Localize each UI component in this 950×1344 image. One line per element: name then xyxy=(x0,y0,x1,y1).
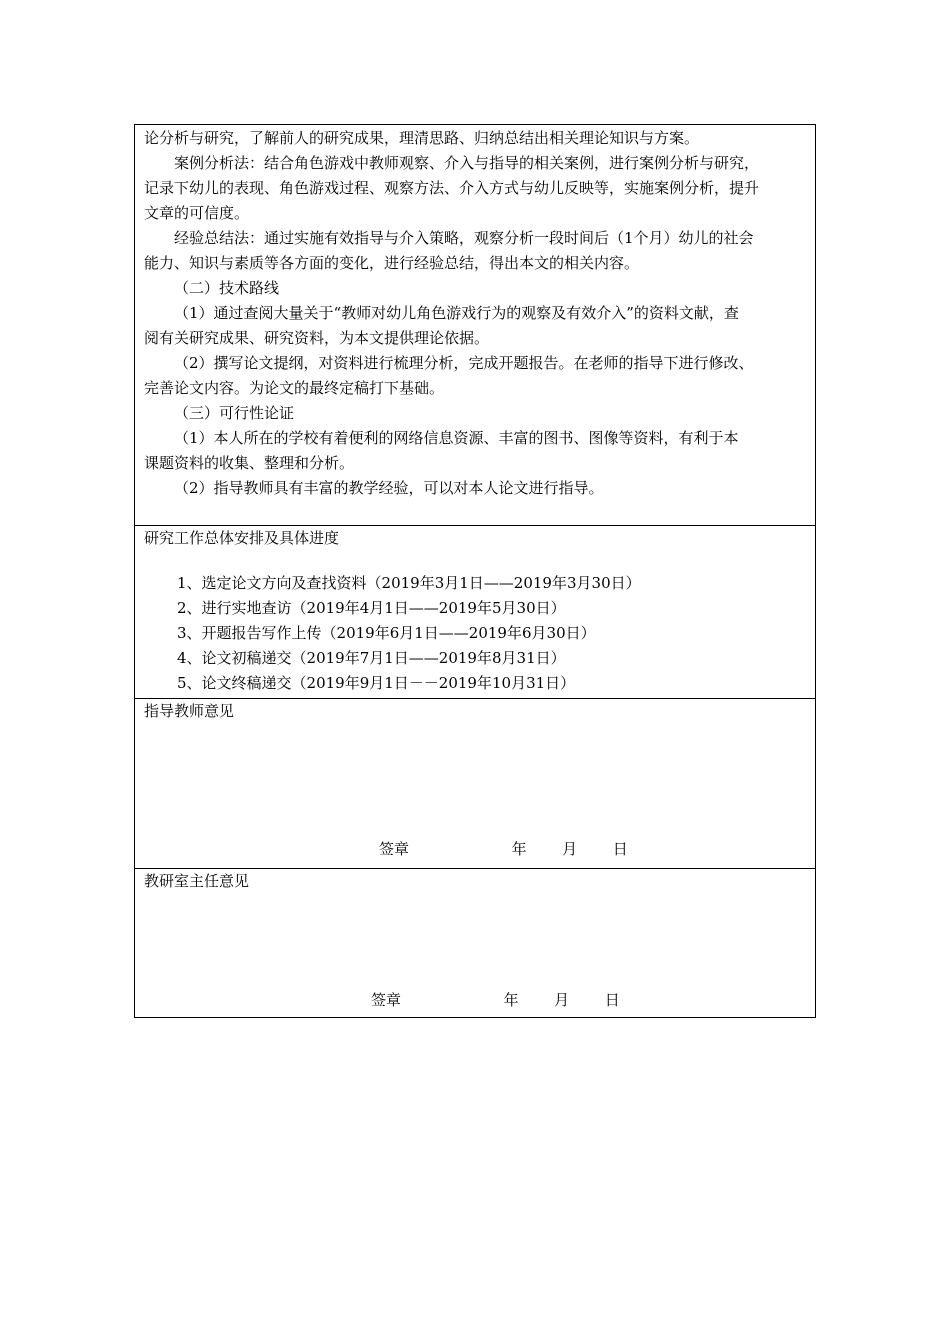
text-line: （2）指导教师具有丰富的教学经验，可以对本人论文进行指导。 xyxy=(174,479,604,497)
text-line: 案例分析法：结合角色游戏中教师观察、介入与指导的相关案例，进行案例分析与研究， xyxy=(174,154,760,172)
text-line: 阅有关研究成果、研究资料，为本文提供理论依据。 xyxy=(144,329,490,347)
year-label: 年 xyxy=(511,840,527,858)
director-opinion-section xyxy=(135,869,815,1017)
schedule-item: 2、进行实地查访（2019年4月1日——2019年5月30日） xyxy=(177,599,566,617)
day-label: 日 xyxy=(604,991,620,1009)
subheading-feasibility: （三）可行性论证 xyxy=(174,404,295,422)
text-line: 文章的可信度。 xyxy=(144,204,250,222)
year-label: 年 xyxy=(503,991,519,1009)
text-line: （1）本人所在的学校有着便利的网络信息资源、丰富的图书、图像等资料，有利于本 xyxy=(174,429,739,447)
section-title: 指导教师意见 xyxy=(144,702,235,720)
research-methods-section xyxy=(135,125,815,526)
signature-row xyxy=(371,990,620,1010)
signature-row xyxy=(379,839,628,859)
advisor-opinion-section xyxy=(135,699,815,869)
proposal-form-table xyxy=(134,124,816,1018)
text-line: 能力、知识与素质等各方面的变化，进行经验总结，得出本文的相关内容。 xyxy=(144,254,640,272)
sign-label: 签章 xyxy=(371,991,402,1009)
subheading-tech-route: （二）技术路线 xyxy=(174,279,280,297)
section-title: 教研室主任意见 xyxy=(144,872,250,890)
text-line: 完善论文内容。为论文的最终定稿打下基础。 xyxy=(144,379,445,397)
section-title: 研究工作总体安排及具体进度 xyxy=(144,529,340,547)
schedule-item: 1、选定论文方向及查找资料（2019年3月1日——2019年3月30日） xyxy=(177,574,641,592)
text-line: 记录下幼儿的表现、角色游戏过程、观察方法、介入方式与幼儿反映等，实施案例分析，提升 xyxy=(144,179,760,197)
schedule-item: 5、论文终稿递交（2019年9月1日－－2019年10月31日） xyxy=(177,674,576,692)
text-line: 论分析与研究，了解前人的研究成果，理清思路、归纳总结出相关理论知识与方案。 xyxy=(144,129,700,147)
schedule-item: 3、开题报告写作上传（2019年6月1日——2019年6月30日） xyxy=(177,624,596,642)
sign-label: 签章 xyxy=(379,840,410,858)
schedule-item: 4、论文初稿递交（2019年7月1日——2019年8月31日） xyxy=(177,649,566,667)
text-line: 经验总结法：通过实施有效指导与介入策略，观察分析一段时间后（1个月）幼儿的社会 xyxy=(174,229,754,247)
day-label: 日 xyxy=(612,840,628,858)
month-label: 月 xyxy=(562,840,578,858)
month-label: 月 xyxy=(554,991,570,1009)
text-line: （1）通过查阅大量关于“教师对幼儿角色游戏行为的观察及有效介入”的资料文献，查 xyxy=(174,304,739,322)
text-line: 课题资料的收集、整理和分析。 xyxy=(144,454,355,472)
schedule-section xyxy=(135,526,815,699)
text-line: （2）撰写论文提纲，对资料进行梳理分析，完成开题报告。在老师的指导下进行修改、 xyxy=(174,354,754,372)
